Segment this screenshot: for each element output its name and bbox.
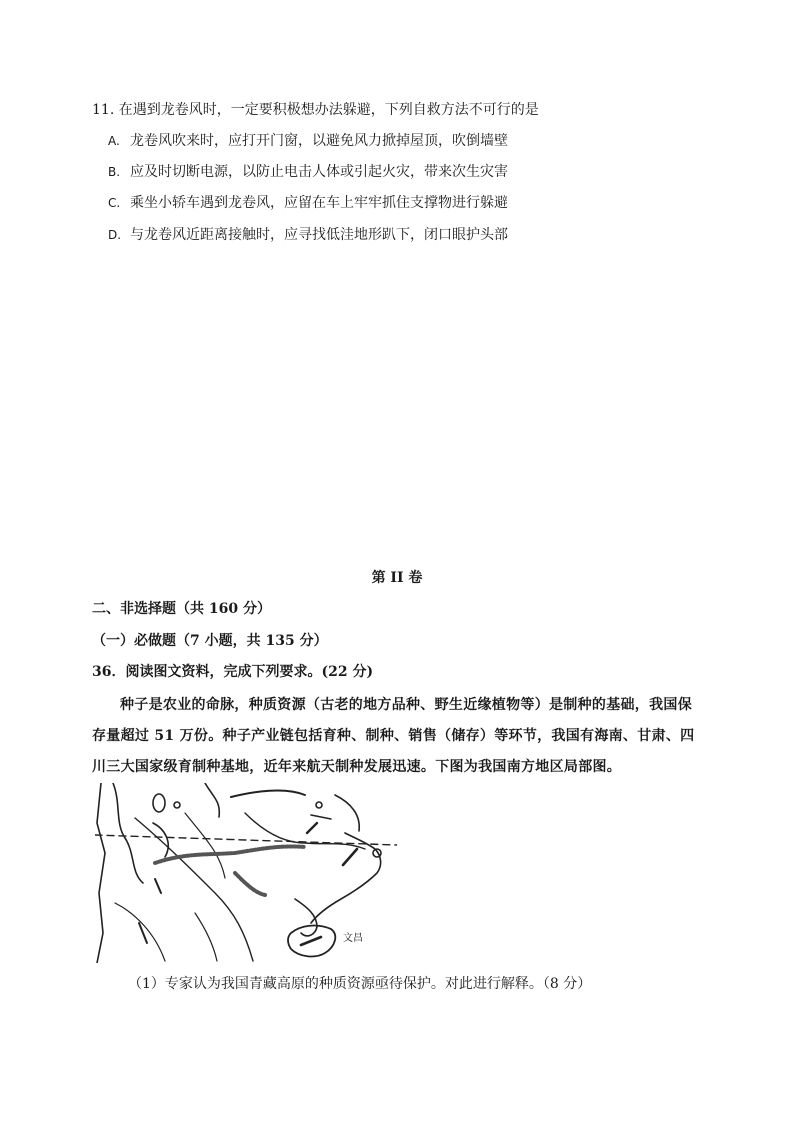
map-label-wenchang: 文昌 (343, 933, 363, 944)
southern-china-map (95, 783, 397, 963)
sub-question-1: （1）专家认为我国青藏高原的种质资源亟待保护。对此进行解释。（8 分） (128, 976, 592, 992)
option-text: 龙卷风吹来时，应打开门窗，以避免风力掀掉屋顶，吹倒墙壁 (130, 133, 508, 149)
option-letter: D. (108, 228, 122, 242)
question-36-heading: 36．阅读图文资料，完成下列要求。(22 分) (92, 664, 374, 680)
option-letter: A. (108, 134, 120, 148)
hatched-boundary (155, 846, 305, 863)
option-text: 与龙卷风近距离接触时，应寻找低洼地形趴下，闭口眼护头部 (130, 227, 508, 243)
section-heading: 二、非选择题（共 160 分） (92, 601, 271, 617)
volume-title: 第 II 卷 (371, 570, 423, 586)
question-36-passage: 种子是农业的命脉，种质资源（古老的地方品种、野生近缘植物等）是制种的基础，我国保存量超过 51 万份。种子产业链包括育种、制种、销售（储存）等环节，我国有海南、甘肃、四川三大国家级育制种基地，近年来航天制种发展迅速。下图为我国南方地区局部图。 (92, 697, 695, 775)
option-letter: C. (108, 196, 121, 210)
option-text: 乘坐小轿车遇到龙卷风，应留在车上牢牢抓住支撑物进行躲避 (130, 195, 508, 211)
question-11-option-d (108, 226, 508, 244)
subsection-heading: （一）必做题（7 小题，共 135 分） (92, 633, 328, 649)
question-11-option-c (108, 194, 508, 212)
option-text: 应及时切断电源，以防止电击人体或引起火灾，带来次生灾害 (130, 164, 508, 180)
question-11-option-a (108, 132, 508, 150)
option-letter: B. (108, 165, 121, 179)
question-11-option-b (108, 163, 508, 181)
question-11-stem: 11. 在遇到龙卷风时，一定要积极想办法躲避，下列自救方法不可行的是 (92, 102, 539, 118)
